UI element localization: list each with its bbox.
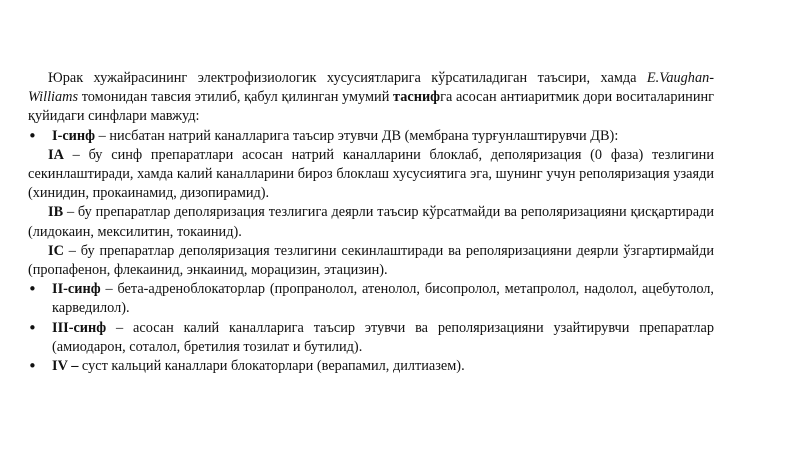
subclass-ib <box>28 203 714 241</box>
class-1-label: I-синф <box>52 127 96 144</box>
class-1-item <box>28 127 714 146</box>
class-1-text: – нисбатан натрий каналларига таъсир этувчи ДВ (мембрана турғунлаштирувчи ДВ): <box>95 127 619 144</box>
class-2-text: – бета-адреноблокаторлар (пропранолол, атенолол, бисопролол, метапролол, надолол, ацебутолол, карведилол). <box>52 281 714 317</box>
classification-word: тасниф <box>393 89 441 106</box>
class-3-label: III-синф <box>52 319 107 336</box>
subclass-ia-text: – бу синф препаратлари асосан натрий каналларини блоклаб, деполяризация (0 фаза) тезлигини секинлаштиради, хамда калий каналларини бироз блоклаш хусусиятига эга, шунинг учун реполяризация узаяди (хинидин, прокаинамид, дизопирамид). <box>28 146 714 202</box>
class-4-label: IV – <box>52 358 79 375</box>
subclass-ic-label: IC <box>48 242 64 259</box>
class-2-item <box>28 280 714 318</box>
subclass-ic <box>28 242 714 280</box>
subclass-ic-text: – бу препаратлар деполяризация тезлигини секинлаштиради ва реполяризацияни деярли ўзгартирмайди (пропафенон, флекаинид, энкаинид, морацизин, этацизин). <box>28 242 714 279</box>
slide-content <box>28 69 714 376</box>
subclass-ia <box>28 146 714 204</box>
author-name: E.Vaughan-Williams <box>28 70 714 106</box>
class-4-text: суст кальций каналлари блокаторлари (верапамил, дилтиазем). <box>78 358 465 375</box>
subclass-ib-text: – бу препаратлар деполяризация тезлигига деярли таъсир кўрсатмайди ва реполяризацияни қисқартиради (лидокаин, мексилитин, токаинид). <box>28 204 714 240</box>
class-3-text: – асосан калий каналларига таъсир этувчи ва реполяризацияни узайтирувчи препаратлар (амиодарон, соталол, бретилия тозилат и бутилид). <box>52 319 714 355</box>
intro-text-2: томонидан тавсия этилиб, қабул қилинган умумий <box>78 89 394 106</box>
subclass-ia-label: IA <box>48 146 64 163</box>
intro-text-1: Юрак хужайрасининг электрофизиологик хусусиятларига кўрсатиладиган таъсири, хамда <box>48 70 647 86</box>
class-2-label: II-синф <box>52 281 101 298</box>
intro-paragraph <box>28 69 714 127</box>
class-4-item <box>28 357 714 376</box>
class-3-item <box>28 319 714 357</box>
intro-text-3: га асосан антиаритмик дори воситаларининг қуйидаги синфлари мавжуд: <box>28 89 714 125</box>
subclass-ib-label: IB <box>48 204 64 221</box>
